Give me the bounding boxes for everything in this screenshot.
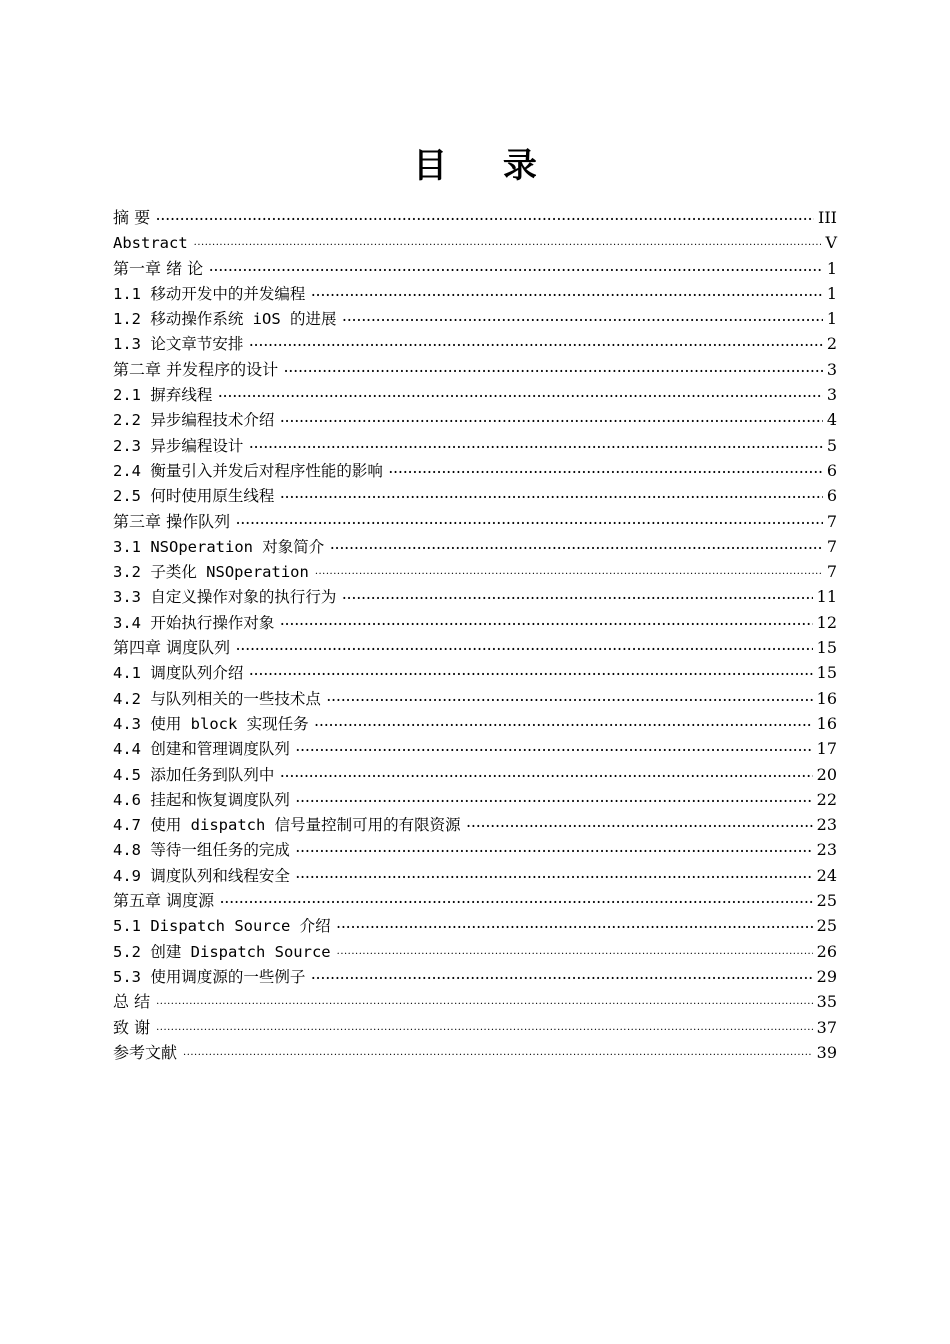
toc-entry-page-number: 7 — [826, 562, 837, 582]
toc-dot-leader — [284, 359, 823, 384]
toc-entry-label: 4.6 挂起和恢复调度队列 — [113, 790, 290, 809]
toc-entry-page-number: 3 — [826, 359, 837, 379]
toc-entry[interactable] — [113, 787, 837, 812]
toc-entry-label: 第四章 调度队列 — [113, 638, 231, 658]
toc-entry-label: 3.1 NSOperation 对象简介 — [113, 537, 325, 556]
toc-entry-page-number: 22 — [816, 789, 837, 809]
page-title: 目 录 — [413, 146, 559, 186]
toc-entry[interactable] — [113, 989, 837, 1014]
toc-dot-leader — [209, 258, 823, 283]
toc-entry-label: 3.3 自定义操作对象的执行行为 — [113, 588, 337, 607]
toc-dot-leader — [280, 612, 812, 637]
toc-entry-label: 4.9 调度队列和线程安全 — [113, 866, 290, 885]
toc-entry-label: 2.1 摒弃线程 — [113, 386, 213, 405]
toc-entry[interactable] — [113, 331, 837, 356]
toc-entry-label: 参考文献 — [113, 1042, 178, 1062]
toc-entry-label: 5.1 Dispatch Source 介绍 — [113, 917, 331, 936]
toc-entry-page-number: 35 — [816, 992, 837, 1012]
toc-entry[interactable] — [113, 433, 837, 458]
toc-entry[interactable] — [113, 306, 837, 331]
toc-dot-leader — [296, 789, 813, 814]
toc-entry[interactable] — [113, 812, 837, 837]
toc-entry-page-number: 39 — [816, 1042, 837, 1062]
toc-entry[interactable] — [113, 964, 837, 989]
toc-dot-leader — [337, 915, 813, 940]
toc-dot-leader — [280, 764, 812, 789]
toc-entry[interactable] — [113, 1040, 837, 1065]
toc-entry-label: 4.5 添加任务到队列中 — [113, 765, 275, 784]
toc-entry-label: 1.3 论文章节安排 — [113, 335, 244, 354]
toc-entry[interactable] — [113, 660, 837, 685]
toc-entry-label: 4.8 等待一组任务的完成 — [113, 841, 290, 860]
toc-entry[interactable] — [113, 559, 837, 584]
toc-entry-label: 3.4 开始执行操作对象 — [113, 613, 275, 632]
toc-dot-leader — [311, 283, 822, 308]
toc-entry-page-number: 3 — [826, 385, 837, 405]
toc-dot-leader — [330, 536, 823, 561]
toc-dot-leader — [343, 308, 823, 333]
toc-entry-label: 2.5 何时使用原生线程 — [113, 487, 275, 506]
toc-entry[interactable] — [113, 711, 837, 736]
toc-entry[interactable] — [113, 939, 837, 964]
toc-entry[interactable] — [113, 913, 837, 938]
toc-dot-leader — [156, 992, 813, 1017]
toc-dot-leader — [342, 586, 812, 611]
toc-entry[interactable] — [113, 230, 837, 255]
toc-entry-label: 总 结 — [113, 992, 151, 1012]
toc-entry[interactable] — [113, 458, 837, 483]
toc-entry-label: 4.2 与队列相关的一些技术点 — [113, 689, 321, 708]
toc-entry[interactable] — [113, 1015, 837, 1040]
toc-entry-label: 1.2 移动操作系统 iOS 的进展 — [113, 310, 337, 329]
toc-entry-label: 4.7 使用 dispatch 信号量控制可用的有限资源 — [113, 816, 461, 835]
toc-entry-page-number: 24 — [816, 865, 837, 885]
toc-entry-page-number: 23 — [816, 840, 837, 860]
toc-entry-page-number: 1 — [826, 258, 837, 278]
toc-dot-leader — [156, 1018, 813, 1043]
toc-entry-page-number: 7 — [826, 511, 837, 531]
toc-entry[interactable] — [113, 382, 837, 407]
toc-dot-leader — [249, 435, 822, 460]
toc-entry-label: 1.1 移动开发中的并发编程 — [113, 284, 306, 303]
toc-entry-page-number: 6 — [826, 460, 837, 480]
toc-entry[interactable] — [113, 205, 837, 230]
toc-entry-label: 5.2 创建 Dispatch Source — [113, 942, 331, 961]
toc-dot-leader — [311, 966, 812, 991]
toc-entry-page-number: 5 — [826, 435, 837, 455]
toc-entry-page-number: 1 — [826, 283, 837, 303]
toc-entry-label: 2.4 衡量引入并发后对程序性能的影响 — [113, 461, 383, 480]
toc-entry-label: 致 谢 — [113, 1017, 151, 1037]
toc-entry-label: 第三章 操作队列 — [113, 511, 231, 531]
toc-entry-page-number: 2 — [826, 334, 837, 354]
toc-entry-page-number: 17 — [816, 739, 837, 759]
toc-dot-leader — [467, 814, 813, 839]
toc-entry[interactable] — [113, 281, 837, 306]
toc-entry[interactable] — [113, 863, 837, 888]
toc-list — [113, 205, 837, 1065]
toc-entry-label: 4.3 使用 block 实现任务 — [113, 714, 309, 733]
toc-dot-leader — [280, 485, 822, 510]
toc-entry[interactable] — [113, 635, 837, 660]
toc-entry[interactable] — [113, 686, 837, 711]
toc-entry-page-number: 6 — [826, 486, 837, 506]
toc-entry-label: 5.3 使用调度源的一些例子 — [113, 967, 306, 986]
toc-entry-page-number: 1 — [826, 309, 837, 329]
toc-entry-page-number: 16 — [816, 688, 837, 708]
toc-dot-leader — [315, 562, 823, 587]
toc-dot-leader — [249, 662, 812, 687]
toc-entry-page-number: 23 — [816, 815, 837, 835]
toc-dot-leader — [337, 942, 813, 967]
toc-entry[interactable] — [113, 256, 837, 281]
toc-entry-label: 4.4 创建和管理调度队列 — [113, 740, 290, 759]
toc-entry-page-number: 7 — [826, 536, 837, 556]
toc-dot-leader — [296, 865, 813, 890]
toc-entry-page-number: III — [818, 208, 837, 227]
toc-entry-label: 3.2 子类化 NSOperation — [113, 563, 309, 582]
toc-entry-page-number: 25 — [816, 891, 837, 911]
toc-dot-leader — [236, 637, 813, 662]
toc-dot-leader — [194, 233, 822, 258]
toc-entry-label: 第二章 并发程序的设计 — [113, 359, 279, 379]
toc-dot-leader — [389, 460, 823, 485]
toc-entry-page-number: 37 — [816, 1017, 837, 1037]
toc-entry-label: 第一章 绪 论 — [113, 258, 204, 278]
toc-entry[interactable] — [113, 483, 837, 508]
toc-dot-leader — [327, 688, 813, 713]
toc-entry-page-number: 11 — [816, 587, 837, 607]
toc-entry[interactable] — [113, 837, 837, 862]
toc-entry[interactable] — [113, 509, 837, 534]
toc-entry-page-number: 29 — [816, 966, 837, 986]
toc-entry[interactable] — [113, 736, 837, 761]
toc-dot-leader — [183, 1043, 813, 1068]
toc-entry-label: 摘 要 — [113, 208, 151, 227]
toc-entry-label: Abstract — [113, 234, 188, 253]
toc-dot-leader — [218, 384, 822, 409]
toc-dot-leader — [296, 839, 813, 864]
toc-entry-label: 4.1 调度队列介绍 — [113, 664, 244, 683]
toc-entry-page-number: 26 — [816, 941, 837, 961]
toc-entry-page-number: 15 — [816, 638, 837, 658]
toc-dot-leader — [220, 890, 813, 915]
toc-entry-page-number: 12 — [816, 612, 837, 632]
toc-entry[interactable] — [113, 534, 837, 559]
toc-entry-label: 2.3 异步编程设计 — [113, 436, 244, 455]
toc-dot-leader — [249, 333, 822, 358]
toc-entry[interactable] — [113, 357, 837, 382]
toc-dot-leader — [296, 738, 813, 763]
toc-entry-page-number: 25 — [816, 916, 837, 936]
toc-entry-label: 第五章 调度源 — [113, 891, 215, 911]
toc-entry-page-number: V — [825, 233, 837, 253]
toc-dot-leader — [156, 207, 814, 232]
toc-entry-page-number: 16 — [816, 713, 837, 733]
toc-entry[interactable] — [113, 584, 837, 609]
toc-entry-page-number: 15 — [816, 663, 837, 683]
toc-dot-leader — [280, 409, 822, 434]
toc-entry[interactable] — [113, 407, 837, 432]
toc-entry[interactable] — [113, 888, 837, 913]
toc-entry[interactable] — [113, 762, 837, 787]
toc-dot-leader — [236, 511, 823, 536]
toc-entry-label: 2.2 异步编程技术介绍 — [113, 411, 275, 430]
toc-entry[interactable] — [113, 610, 837, 635]
toc-dot-leader — [315, 713, 813, 738]
toc-entry-page-number: 20 — [816, 764, 837, 784]
toc-entry-page-number: 4 — [826, 410, 837, 430]
